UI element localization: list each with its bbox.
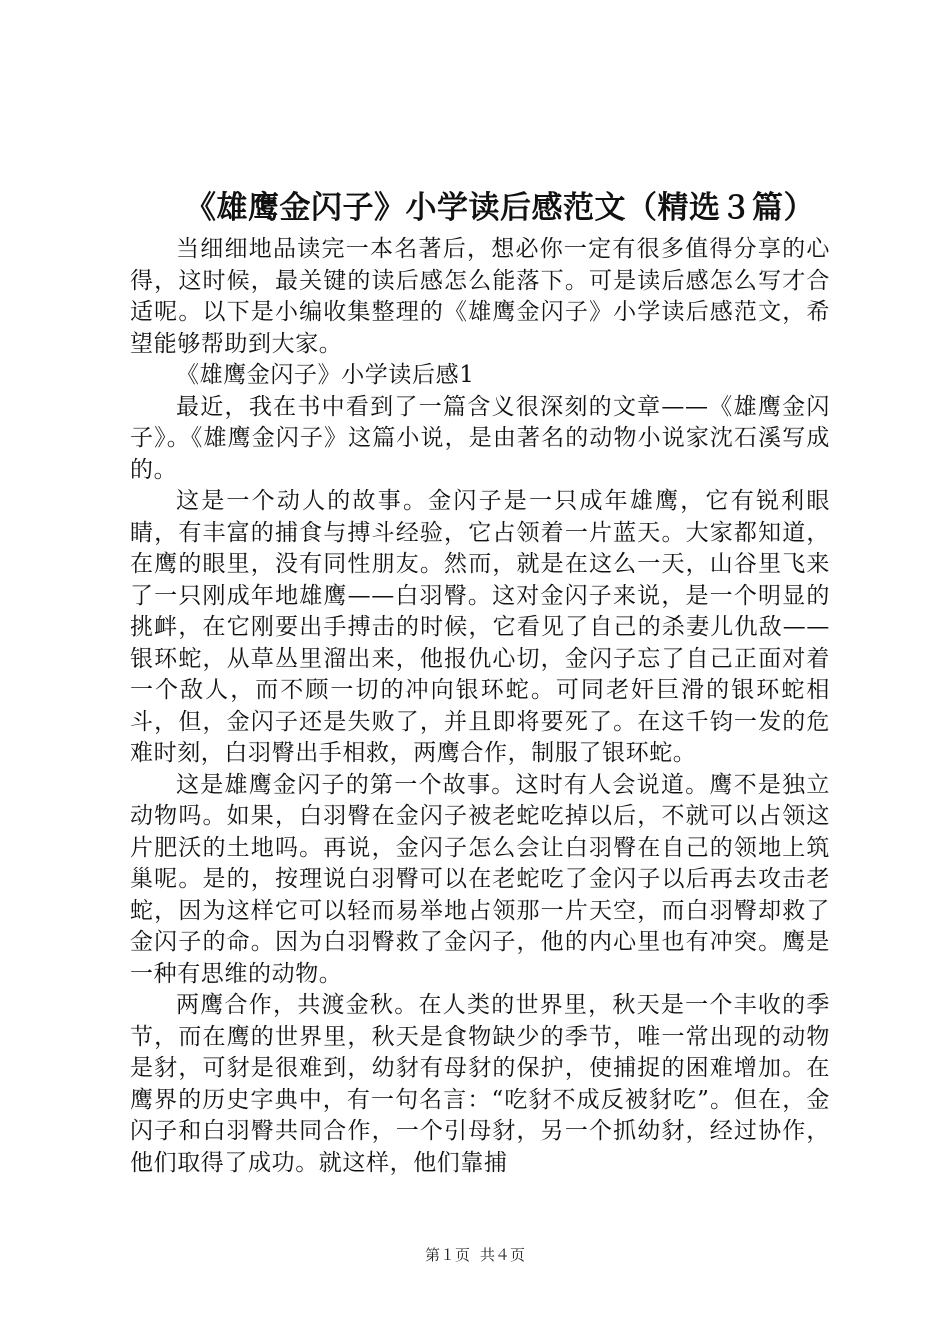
page-number: 第１页: [424, 1246, 470, 1264]
document-body: [130, 234, 830, 1179]
section-heading: 《雄鹰金闪子》小学读后感1: [176, 362, 475, 388]
document-title: 《雄鹰金闪子》小学读后感范文（精选３篇）: [185, 190, 815, 226]
body-paragraph: 最近，我在书中看到了一篇含义很深刻的文章——《雄鹰金闪子》。《雄鹰金闪子》这篇小说，是由著名的动物小说家沈石溪写成的。: [130, 393, 830, 483]
page-footer: [0, 1245, 950, 1265]
body-paragraph: 这是雄鹰金闪子的第一个故事。这时有人会说道。鹰不是独立动物吗。如果，白羽臀在金闪子被老蛇吃掉以后，不就可以占领这片肥沃的土地吗。再说，金闪子怎么会让白羽臀在自己的领地上筑巢呢。是的，按理说白羽臀可以在老蛇吃了金闪子以后再去攻击老蛇，因为这样它可以轻而易举地占领那一片天空，而白羽臀却救了金闪子的命。因为白羽臀救了金闪子，他的内心里也有冲突。鹰是一种有思维的动物。: [130, 771, 830, 987]
body-paragraph: 这是一个动人的故事。金闪子是一只成年雄鹰，它有锐利眼睛，有丰富的捕食与搏斗经验，它占领着一片蓝天。大家都知道，在鹰的眼里，没有同性朋友。然而，就是在这么一天，山谷里飞来了一只刚成年地雄鹰——白羽臀。这对金闪子来说，是一个明显的挑衅，在它刚要出手搏击的时候，它看见了自己的杀妻儿仇敌——银环蛇，从草丛里溜出来，他报仇心切，金闪子忘了自己正面对着一个敌人，而不顾一切的冲向银环蛇。可同老奸巨滑的银环蛇相斗，但，金闪子还是失败了，并且即将要死了。在这千钧一发的危难时刻，白羽臀出手相救，两鹰合作，制服了银环蛇。: [130, 488, 830, 766]
body-paragraph: 两鹰合作，共渡金秋。在人类的世界里，秋天是一个丰收的季节，而在鹰的世界里，秋天是食物缺少的季节，唯一常出现的动物是豺，可豺是很难到，幼豺有母豺的保护，使捕捉的困难增加。在鹰界的历史字典中，有一句名言：“吃豺不成反被豺吃”。但在，金闪子和白羽臀共同合作，一个引母豺，另一个抓幼豺，经过协作，他们取得了成功。就这样，他们靠捕: [130, 992, 830, 1176]
total-pages: 共４页: [480, 1246, 526, 1264]
intro-paragraph: 当细细地品读完一本名著后，想必你一定有很多值得分享的心得，这时候，最关键的读后感怎么能落下。可是读后感怎么写才合适呢。以下是小编收集整理的《雄鹰金闪子》小学读后感范文，希望能够帮助到大家。: [130, 236, 830, 357]
